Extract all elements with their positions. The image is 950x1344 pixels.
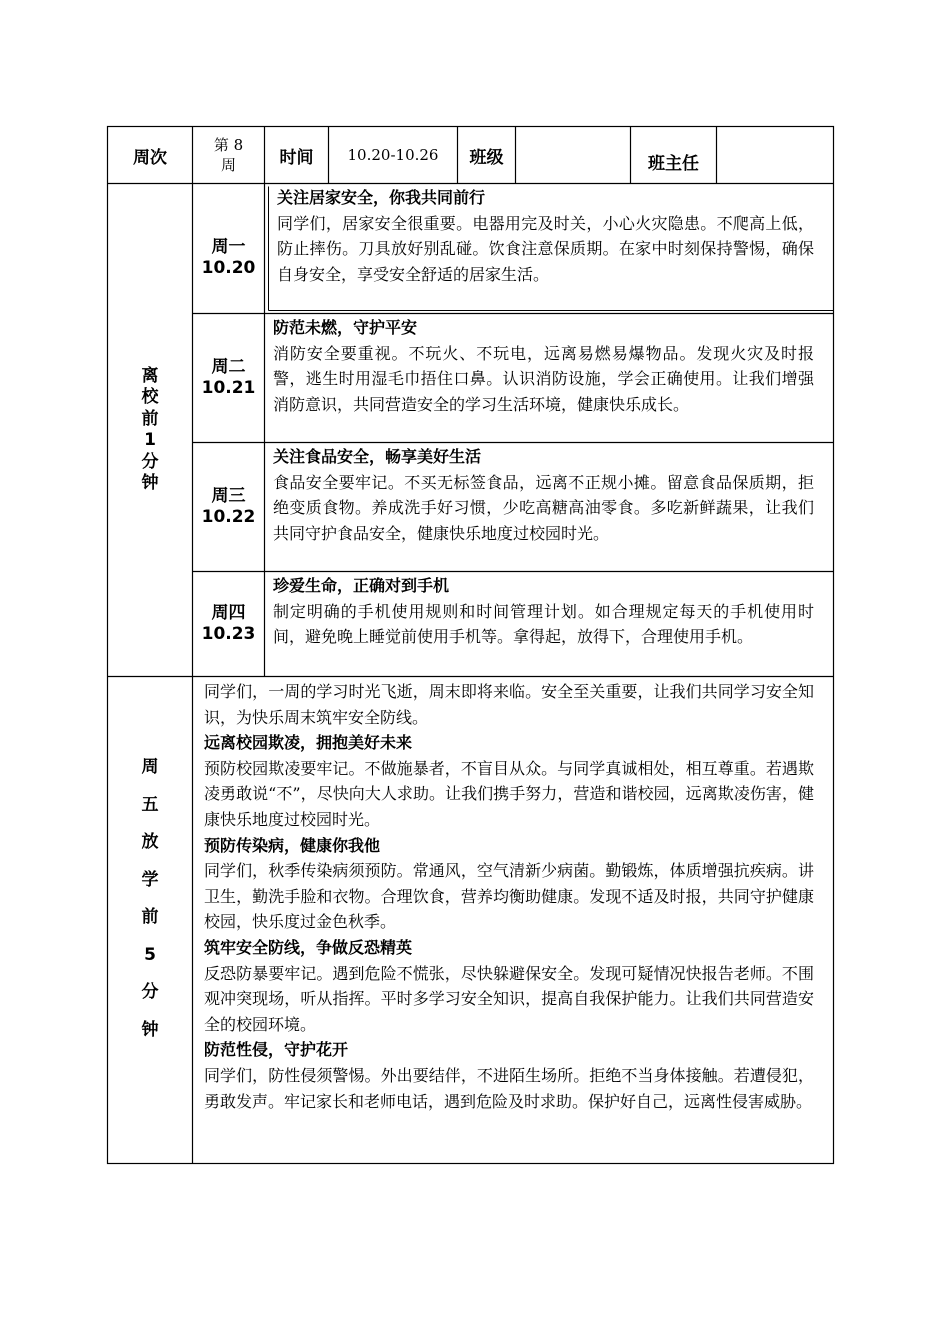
day-date: 10.22 <box>201 507 256 527</box>
day-title: 关注食品安全，畅享美好生活 <box>273 447 482 466</box>
topic-title: 预防传染病，健康你我他 <box>204 835 381 855</box>
topic-body: 反恐防暴要牢记。遇到危险不慌张，尽快躲避保安全。发现可疑情况快报告老师。不围观冲突现场，听从指挥。平时多学习安全知识，提高自我保护能力。让我们共同营造安全的校园环境。 <box>204 963 814 1034</box>
class-label: 班级 <box>469 147 504 168</box>
day-name: 周四 <box>211 603 246 623</box>
day-label-monday <box>193 184 264 332</box>
day-title: 关注居家安全，你我共同前行 <box>277 188 486 207</box>
topic-title: 远离校园欺凌，拥抱美好未来 <box>204 733 413 753</box>
week-value <box>193 127 264 183</box>
section2-label-char: 学 <box>141 869 159 890</box>
day-body: 消防安全要重视。不玩火、不玩电，远离易燃易爆物品。发现火灾及时报警，逃生时用湿毛巾捂住口鼻。认识消防设施，学会正确使用。让我们增强消防意识，共同营造安全的学习生活环境，健康快乐成长。 <box>273 343 814 414</box>
section2-label-char: 钟 <box>141 1019 159 1040</box>
day-content-monday <box>269 185 814 309</box>
day-body: 同学们，居家安全很重要。电器用完及时关，小心火灾隐患。不爬高上低，防止摔伤。刀具放好别乱碰。饮食注意保质期。在家中时刻保持警惕，确保自身安全，享受安全舒适的居家生活。 <box>277 213 814 284</box>
section2-label-char: 前 <box>141 907 159 927</box>
day-label-wednesday <box>193 443 264 571</box>
section1-label-char: 钟 <box>141 473 159 493</box>
section1-label-char: 分 <box>141 451 159 472</box>
day-title: 珍爱生命，正确对到手机 <box>273 576 450 595</box>
section1-label-char: 1 <box>144 430 156 450</box>
teacher-value <box>717 127 833 183</box>
time-value: 10.20-10.26 <box>347 146 439 164</box>
section1-label <box>108 184 192 676</box>
time-label: 时间 <box>279 147 314 168</box>
section1-label-char: 前 <box>141 408 159 429</box>
topic-body: 预防校园欺凌要牢记。不做施暴者，不盲目从众。与同学真诚相处，相互尊重。若遇欺凌勇敢说“不”，尽快向大人求助。让我们携手努力，营造和谐校园，远离欺凌伤害，健康快乐地度过校园时光。 <box>204 758 814 829</box>
section1-label-char: 离 <box>141 365 159 386</box>
day-label-tuesday <box>193 314 264 442</box>
day-content-thursday <box>265 573 814 676</box>
section2-label <box>108 677 192 1049</box>
day-date: 10.23 <box>201 624 256 644</box>
section2-intro: 同学们，一周的学习时光飞逝，周末即将来临。安全至关重要，让我们共同学习安全知识，为快乐周末筑牢安全防线。 <box>204 682 814 727</box>
day-date: 10.20 <box>201 258 256 278</box>
day-content-tuesday <box>265 315 814 442</box>
day-name: 周三 <box>211 486 246 506</box>
day-date: 10.21 <box>201 378 256 398</box>
class-value <box>516 127 630 183</box>
week-value-line2: 周 <box>220 156 236 174</box>
day-body: 制定明确的手机使用规则和时间管理计划。如合理规定每天的手机使用时间，避免晚上睡觉前使用手机等。拿得起，放得下，合理使用手机。 <box>273 601 814 646</box>
topic-title: 防范性侵，守护花开 <box>204 1040 349 1060</box>
topic-title: 筑牢安全防线，争做反恐精英 <box>204 937 413 957</box>
section2-label-char: 5 <box>144 944 156 965</box>
week-label: 周次 <box>133 147 167 168</box>
day-body: 食品安全要牢记。不买无标签食品，远离不正规小摊。留意食品保质期，拒绝变质食物。养成洗手好习惯，少吃高糖高油零食。多吃新鲜蔬果，让我们共同守护食品安全，健康快乐地度过校园时光。 <box>273 472 814 543</box>
section2-content <box>196 679 814 1159</box>
day-name: 周二 <box>211 357 246 377</box>
topic-body: 同学们，秋季传染病须预防。常通风，空气清新少病菌。勤锻炼，体质增强抗疾病。讲卫生，勤洗手脸和衣物。合理饮食，营养均衡助健康。发现不适及时报，共同守护健康校园，快乐度过金色秋季。 <box>204 861 814 932</box>
teacher-label: 班主任 <box>648 154 699 174</box>
topic-body: 同学们，防性侵须警惕。外出要结伴，不进陌生场所。拒绝不当身体接触。若遭侵犯，勇敢发声。牢记家长和老师电话，遇到危险及时求助。保护好自己，远离性侵害威胁。 <box>204 1065 814 1111</box>
day-label-thursday <box>193 572 264 676</box>
day-name: 周一 <box>211 237 246 257</box>
week-value-line1: 第 8 <box>213 136 244 154</box>
section2-label-char: 周 <box>141 757 159 777</box>
section2-label-char: 放 <box>141 832 159 852</box>
section2-label-char: 分 <box>141 982 159 1002</box>
section2-label-char: 五 <box>141 794 159 815</box>
day-title: 防范未燃，守护平安 <box>273 318 418 337</box>
section1-label-char: 校 <box>141 387 159 407</box>
day-content-wednesday <box>265 444 814 571</box>
